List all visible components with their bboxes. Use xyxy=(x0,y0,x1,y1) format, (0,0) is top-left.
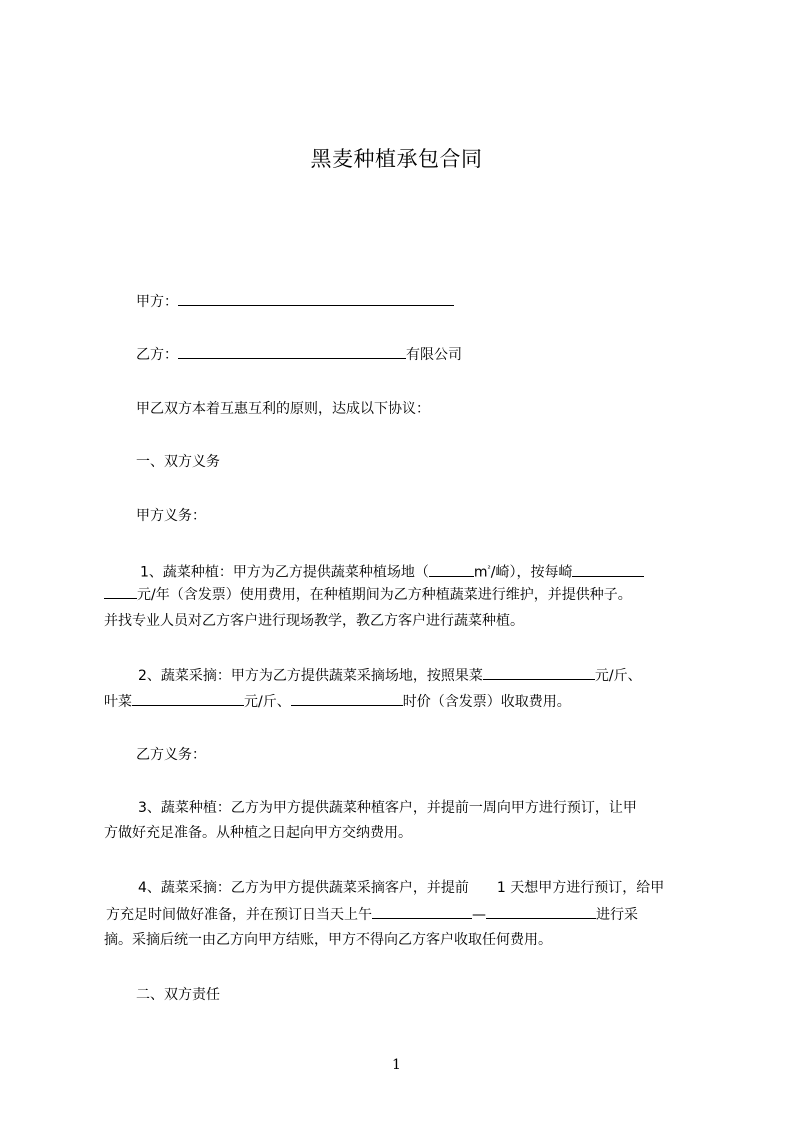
party-b-blank[interactable] xyxy=(178,344,406,359)
item1-line2 xyxy=(104,584,632,605)
party-b-label: 乙方： xyxy=(136,347,178,363)
party-b-duties-heading: 乙方义务： xyxy=(136,747,206,763)
item3-line2: 方做好充足准备。从种植之日起向甲方交纳费用。 xyxy=(104,825,412,841)
item2-text-a: 2、蔬菜采摘：甲方为乙方提供蔬菜采摘场地，按照果菜 xyxy=(138,668,483,684)
item4-dash: — xyxy=(472,907,486,923)
intro-text: 甲乙双方本着互惠互利的原则，达成以下协议： xyxy=(136,401,430,417)
item4-text-b: 进行采 xyxy=(596,907,638,923)
item2-text-d: 元/斤、 xyxy=(244,694,291,710)
party-a-label: 甲方： xyxy=(136,294,178,310)
item3-line1: 3、蔬菜种植：乙方为甲方提供蔬菜种植客户，并提前一周向甲方进行预订，让甲 xyxy=(138,800,637,816)
area-unit-sup: ² xyxy=(487,564,491,573)
section2-heading: 二、双方责任 xyxy=(136,987,220,1003)
item1-text-a: 1、蔬菜种植：甲方为乙方提供蔬菜种植场地（ xyxy=(140,564,429,581)
item1-line3: 并找专业人员对乙方客户进行现场教学，教乙方客户进行蔬菜种植。 xyxy=(104,613,524,629)
item2-line2 xyxy=(104,691,571,712)
leaf-price-blank[interactable] xyxy=(132,691,244,706)
party-b-line xyxy=(136,344,462,365)
page-number: 1 xyxy=(392,1057,401,1073)
section1-heading: 一、双方义务 xyxy=(136,454,220,470)
party-a-duties-heading: 甲方义务： xyxy=(136,508,206,524)
market-price-blank[interactable] xyxy=(291,691,403,706)
fee-per-ridge-blank-2[interactable] xyxy=(104,584,137,599)
time-start-blank[interactable] xyxy=(372,904,472,919)
party-a-line xyxy=(136,291,454,312)
item2-text-b: 元/斤、 xyxy=(594,668,642,684)
item4-text-a: 方充足时间做好准备，并在预订日当天上午 xyxy=(106,907,372,923)
item1-text-b: /崎），按每崎 xyxy=(490,564,573,581)
item2-line1 xyxy=(138,665,642,686)
item1-text-c: 元/年（含发票）使用费用，在种植期间为乙方种植蔬菜进行维护，并提供种子。 xyxy=(137,587,632,603)
time-end-blank[interactable] xyxy=(486,904,596,919)
item4-line3: 摘。采摘后统一由乙方向甲方结账，甲方不得向乙方客户收取任何费用。 xyxy=(104,932,552,948)
item4-line1: 4、蔬菜采摘：乙方为甲方提供蔬菜采摘客户，并提前 1 天想甲方进行预订，给甲 xyxy=(138,880,665,896)
item4-line2 xyxy=(106,904,638,925)
party-a-blank[interactable] xyxy=(178,291,454,306)
item1-line1 xyxy=(140,559,644,583)
fee-per-ridge-blank-1[interactable] xyxy=(572,562,644,577)
party-b-suffix: 有限公司 xyxy=(406,347,462,363)
area-blank[interactable] xyxy=(429,562,474,577)
page-title: 黑麦种植承包合同 xyxy=(310,147,483,171)
item2-text-c: 叶菜 xyxy=(104,694,132,710)
area-unit: m xyxy=(473,564,488,581)
fruit-price-blank[interactable] xyxy=(483,665,595,680)
item2-text-e: 时价（含发票）收取费用。 xyxy=(402,694,571,710)
